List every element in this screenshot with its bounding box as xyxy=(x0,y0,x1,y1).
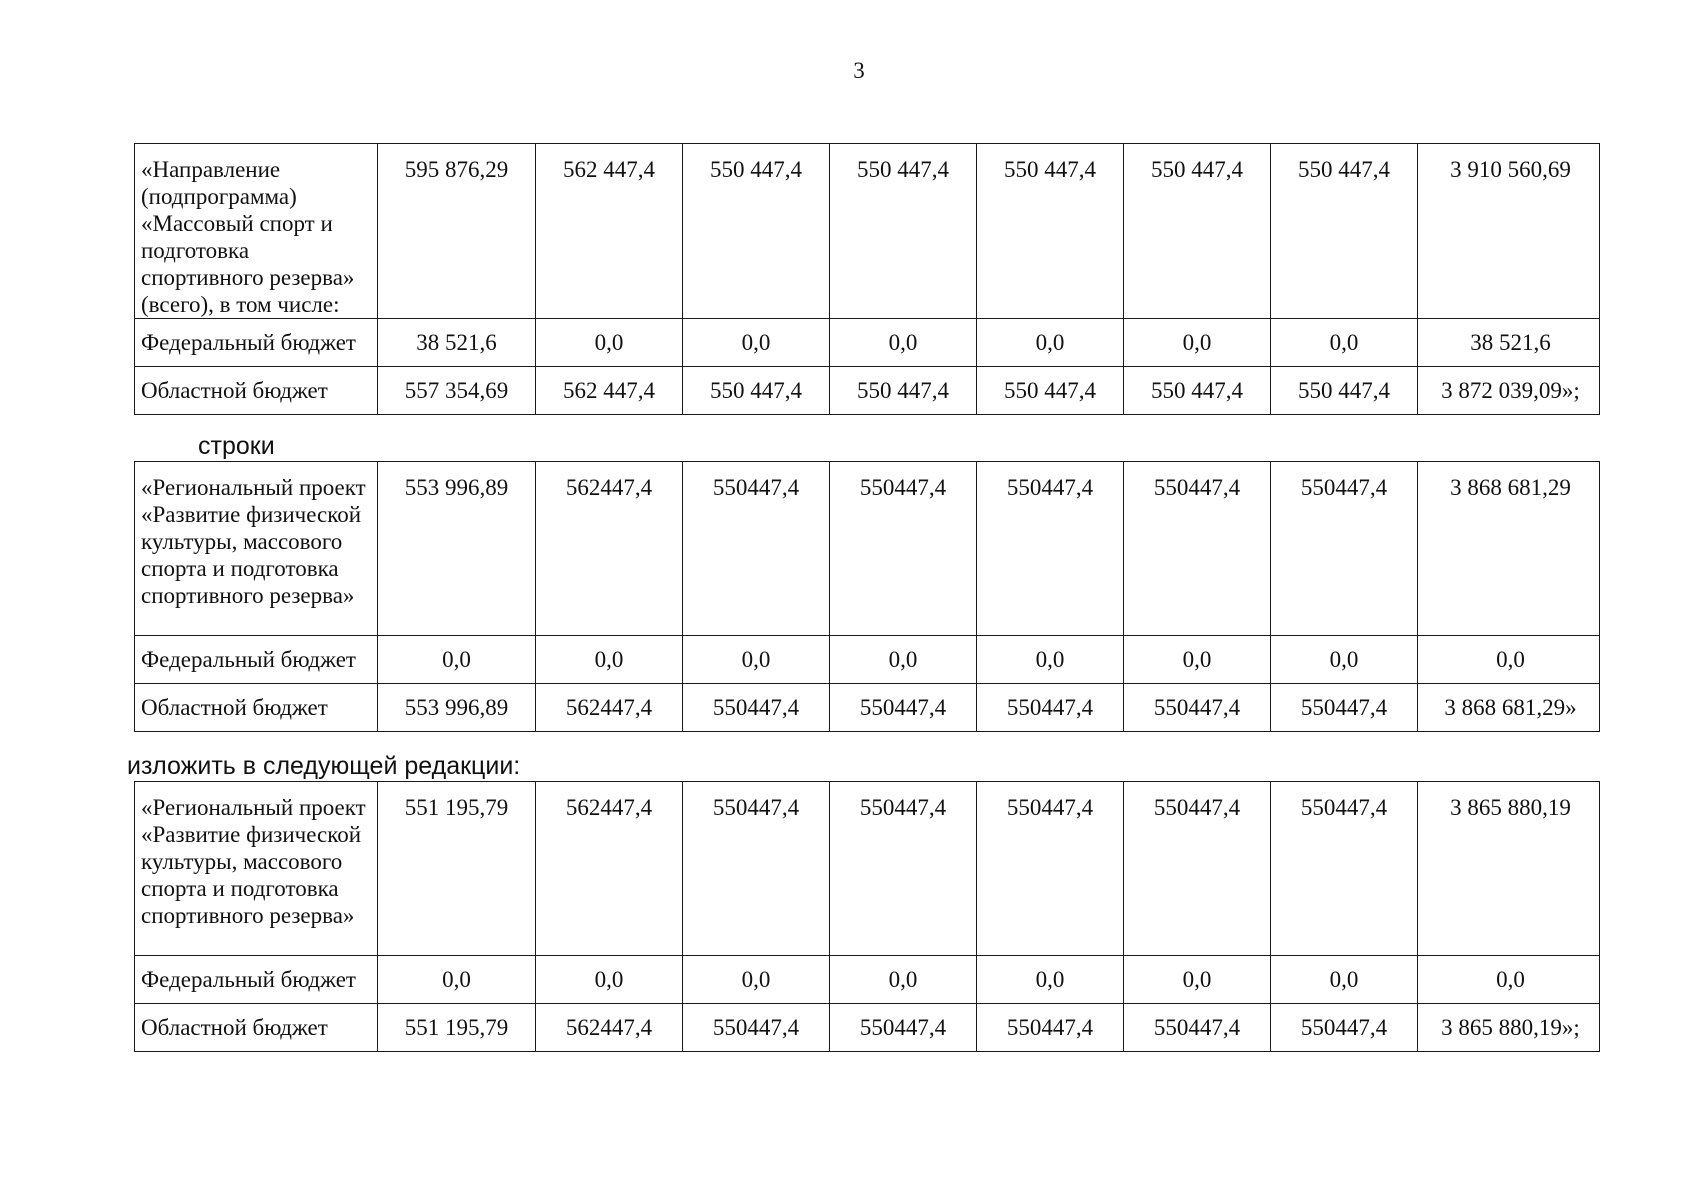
value-cell: 562447,4 xyxy=(536,782,683,956)
value-cell: 550 447,4 xyxy=(1124,144,1271,319)
value-cell: 550447,4 xyxy=(830,462,977,636)
value-cell: 550 447,4 xyxy=(830,144,977,319)
value-cell: 550 447,4 xyxy=(977,367,1124,415)
value-cell: 550 447,4 xyxy=(830,367,977,415)
row-label: Федеральный бюджет xyxy=(135,319,378,367)
intro-text: строки xyxy=(198,432,275,460)
total-cell: 0,0 xyxy=(1418,636,1600,684)
value-cell: 550447,4 xyxy=(683,684,830,732)
total-cell: 3 865 880,19 xyxy=(1418,782,1600,956)
total-cell: 3 868 681,29 xyxy=(1418,462,1600,636)
value-cell: 550447,4 xyxy=(830,684,977,732)
value-cell: 550447,4 xyxy=(1271,1004,1418,1052)
value-cell: 0,0 xyxy=(683,636,830,684)
value-cell: 550447,4 xyxy=(1124,782,1271,956)
table-row xyxy=(135,144,1600,319)
value-cell: 550 447,4 xyxy=(683,367,830,415)
value-cell: 550447,4 xyxy=(1124,462,1271,636)
value-cell: 550447,4 xyxy=(977,782,1124,956)
value-cell: 38 521,6 xyxy=(378,319,536,367)
value-cell: 0,0 xyxy=(536,636,683,684)
total-cell: 3 872 039,09»; xyxy=(1418,367,1600,415)
table-row xyxy=(135,319,1600,367)
total-cell: 3 868 681,29» xyxy=(1418,684,1600,732)
value-cell: 550447,4 xyxy=(830,782,977,956)
row-label: Областной бюджет xyxy=(135,367,378,415)
page-number: 3 xyxy=(853,58,865,83)
value-cell: 562447,4 xyxy=(536,684,683,732)
value-cell: 0,0 xyxy=(830,956,977,1004)
total-cell: 3 865 880,19»; xyxy=(1418,1004,1600,1052)
value-cell: 0,0 xyxy=(1124,319,1271,367)
value-cell: 550447,4 xyxy=(977,462,1124,636)
value-cell: 0,0 xyxy=(977,319,1124,367)
value-cell: 0,0 xyxy=(1271,636,1418,684)
value-cell: 550447,4 xyxy=(830,1004,977,1052)
total-cell: 38 521,6 xyxy=(1418,319,1600,367)
value-cell: 0,0 xyxy=(830,636,977,684)
value-cell: 550 447,4 xyxy=(683,144,830,319)
value-cell: 550447,4 xyxy=(683,1004,830,1052)
table-row xyxy=(135,956,1600,1004)
value-cell: 562447,4 xyxy=(536,462,683,636)
value-cell: 0,0 xyxy=(1124,956,1271,1004)
table-row xyxy=(135,1004,1600,1052)
value-cell: 550447,4 xyxy=(977,684,1124,732)
value-cell: 550 447,4 xyxy=(977,144,1124,319)
value-cell: 0,0 xyxy=(830,319,977,367)
value-cell: 595 876,29 xyxy=(378,144,536,319)
row-label: «Региональный проект «Развитие физической культуры, массового спорта и подготовка спортивного резерва» xyxy=(135,782,378,956)
value-cell: 0,0 xyxy=(378,956,536,1004)
budget-table-old-project xyxy=(134,461,1600,732)
value-cell: 550447,4 xyxy=(1124,1004,1271,1052)
value-cell: 550 447,4 xyxy=(1124,367,1271,415)
value-cell: 557 354,69 xyxy=(378,367,536,415)
value-cell: 550447,4 xyxy=(1271,462,1418,636)
total-cell: 0,0 xyxy=(1418,956,1600,1004)
value-cell: 562 447,4 xyxy=(536,144,683,319)
table-row xyxy=(135,462,1600,636)
row-label: Областной бюджет xyxy=(135,684,378,732)
value-cell: 0,0 xyxy=(1124,636,1271,684)
replace-text: изложить в следующей редакции: xyxy=(127,752,521,780)
row-label: Областной бюджет xyxy=(135,1004,378,1052)
value-cell: 551 195,79 xyxy=(378,782,536,956)
value-cell: 553 996,89 xyxy=(378,462,536,636)
value-cell: 0,0 xyxy=(1271,319,1418,367)
value-cell: 550447,4 xyxy=(683,782,830,956)
budget-table-new-project xyxy=(134,781,1600,1052)
value-cell: 550447,4 xyxy=(1124,684,1271,732)
table-row xyxy=(135,782,1600,956)
value-cell: 553 996,89 xyxy=(378,684,536,732)
value-cell: 0,0 xyxy=(1271,956,1418,1004)
table-row xyxy=(135,684,1600,732)
row-label: Федеральный бюджет xyxy=(135,636,378,684)
value-cell: 550447,4 xyxy=(977,1004,1124,1052)
budget-table-current-direction xyxy=(134,143,1600,415)
table-row xyxy=(135,367,1600,415)
value-cell: 0,0 xyxy=(977,956,1124,1004)
value-cell: 562 447,4 xyxy=(536,367,683,415)
value-cell: 550 447,4 xyxy=(1271,144,1418,319)
table-row xyxy=(135,636,1600,684)
value-cell: 562447,4 xyxy=(536,1004,683,1052)
value-cell: 550447,4 xyxy=(1271,684,1418,732)
value-cell: 0,0 xyxy=(536,319,683,367)
value-cell: 0,0 xyxy=(378,636,536,684)
value-cell: 0,0 xyxy=(536,956,683,1004)
value-cell: 0,0 xyxy=(683,319,830,367)
value-cell: 550 447,4 xyxy=(1271,367,1418,415)
value-cell: 0,0 xyxy=(683,956,830,1004)
row-label: «Региональный проект «Развитие физической культуры, массового спорта и подготовка спортивного резерва» xyxy=(135,462,378,636)
value-cell: 550447,4 xyxy=(683,462,830,636)
row-label: Федеральный бюджет xyxy=(135,956,378,1004)
value-cell: 0,0 xyxy=(977,636,1124,684)
value-cell: 550447,4 xyxy=(1271,782,1418,956)
total-cell: 3 910 560,69 xyxy=(1418,144,1600,319)
row-label: «Направление (подпрограмма) «Массовый спорт и подготовка спортивного резерва» (всего), в том числе: xyxy=(135,144,378,319)
value-cell: 551 195,79 xyxy=(378,1004,536,1052)
